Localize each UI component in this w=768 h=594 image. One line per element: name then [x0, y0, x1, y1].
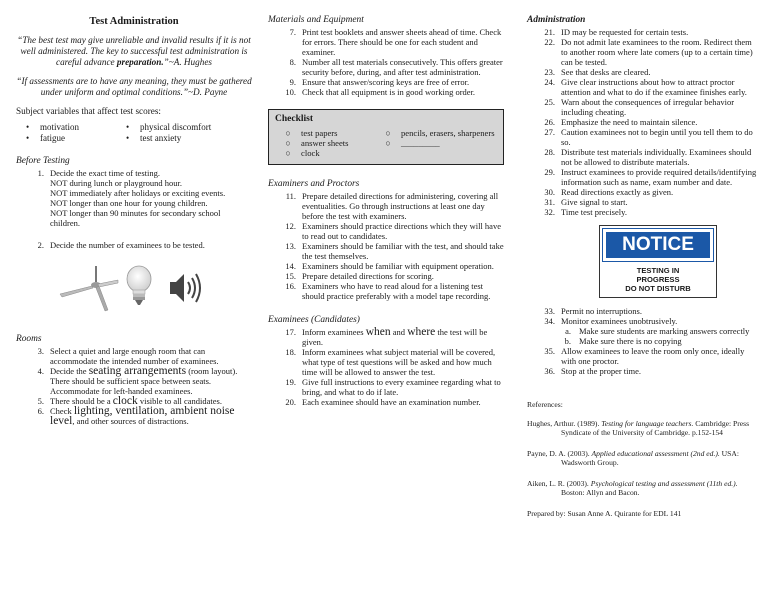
list-item: 18. Inform examinees what subject material will be covered, what type of test questions will be asked and how much time will be allowed to answer the test.	[285, 347, 496, 377]
checklist-title: Checklist	[275, 114, 313, 124]
list-item: 17. Inform examinees when and where the test will be given.	[285, 326, 488, 347]
left-column	[16, 0, 252, 594]
list-item: 7. Print test booklets and answer sheets ahead of time. Check for errors. There should be one for each student and examiner.	[289, 27, 502, 57]
examinees-heading: Examinees (Candidates)	[268, 315, 360, 325]
emphasized-text: seating arrangements	[88, 365, 187, 377]
light-bulb-icon	[124, 264, 154, 310]
list-item: 14. Examiners should be familiar with equipment operation.	[285, 261, 494, 271]
list-item: 12. Examiners should practice directions which they will have to read out to candidates.	[285, 221, 501, 241]
administration-list	[527, 27, 759, 217]
checklist-right	[375, 128, 495, 158]
checklist-item: ○ clock	[285, 148, 320, 158]
list-item: 25. Warn about the consequences of irregular behavior including cheating.	[544, 97, 735, 117]
document-title: Test Administration	[89, 16, 179, 27]
list-item: 10. Check that all equipment is in good working order.	[285, 87, 476, 97]
list-item: 29. Instruct examinees to provide required details/identifying information such as name, exam number and date.	[544, 167, 757, 187]
list-item: 4. Decide the seating arrangements (room layout). There should be sufficient space between seats. Accommodate for left-handed examinees.	[37, 365, 238, 396]
reference-entry: Aiken, L. R. (2003). Psychological testing and assessment (11th ed.). Boston: Allyn and Bacon.	[527, 479, 738, 497]
administration-heading: Administration	[527, 15, 586, 25]
list-item: 16. Examiners who have to read aloud for a listening test should practice preferably with a model tape recording.	[285, 281, 491, 301]
list-item: 2. Decide the number of examinees to be tested.	[37, 240, 205, 250]
emphasized-text: lighting, ventilation, ambient noise level	[50, 405, 235, 427]
list-item: 8. Number all test materials consecutively. This offers greater security before, during, and after test administration.	[289, 57, 503, 77]
list-item: • fatigue	[26, 133, 126, 144]
prepared-by: Prepared by: Susan Anne A. Quirante for EDL 141	[527, 509, 682, 518]
right-column	[527, 0, 759, 594]
before-testing-list	[16, 168, 252, 250]
speaker-sound-icon	[166, 268, 208, 308]
list-item: 31. Give signal to start.	[544, 197, 628, 207]
list-item: 35. Allow examinees to leave the room only once, ideally with one proctor.	[544, 346, 745, 366]
reference-entry: Hughes, Arthur. (1989). Testing for language teachers. Cambridge: Press Syndicate of the University of Cambridge. p.152-154	[527, 419, 750, 437]
list-item: 22. Do not admit late examinees to the room. Redirect them to another room where late comers (up to a certain time) can be tested.	[544, 37, 753, 67]
checklist-item: ○ _________	[385, 138, 440, 148]
examiners-heading: Examiners and Proctors	[268, 179, 360, 189]
list-item: 33. Permit no interruptions.	[544, 306, 642, 316]
list-item: 20. Each examinee should have an examination number.	[285, 397, 481, 407]
list-item: 21. ID may be requested for certain tests.	[544, 27, 689, 37]
list-item: • motivation	[26, 122, 126, 133]
list-item: 28. Distribute test materials individually. Examinees should not be allowed to distribute materials.	[544, 147, 752, 167]
references-title: References:	[527, 400, 563, 409]
list-item: 3. Select a quiet and large enough room that can accommodate the intended number of examinees.	[37, 346, 219, 366]
list-item: 24. Give clear instructions about how to attract proctor attention and what to do if the examinee finishes early.	[544, 77, 747, 97]
list-item: 1. Decide the exact time of testing. NOT during lunch or playground hour. NOT immediately after holidays or exciting events. NOT longer than one hour for young children. NOT longer than 90 minutes for secondary school children.	[37, 168, 226, 228]
list-item: 5. There should be a clock visible to all candidates.	[37, 395, 222, 407]
list-item: 30. Read directions exactly as given.	[544, 187, 674, 197]
list-item: 15. Prepare detailed directions for scoring.	[285, 271, 434, 281]
list-item: 9. Ensure that answer/scoring keys are free of error.	[289, 77, 470, 87]
checklist-item: ○ test papers	[285, 128, 338, 138]
notice-heading: NOTICE	[603, 229, 713, 261]
before-testing-heading: Before Testing	[16, 156, 70, 166]
quote-emphasis: preparation.	[116, 57, 164, 67]
list-item: 26. Emphasize the need to maintain silence.	[544, 117, 698, 127]
checklist-left	[275, 128, 375, 158]
materials-list	[268, 27, 504, 97]
distraction-icons	[16, 260, 252, 316]
emphasized-text: clock	[112, 395, 138, 407]
emphasized-text: when	[365, 326, 391, 338]
list-item: 19. Give full instructions to every examinee regarding what to bring, and what to do if late.	[285, 377, 501, 397]
subject-variables-title: Subject variables that affect test scores:	[16, 106, 161, 116]
materials-heading: Materials and Equipment	[268, 15, 364, 25]
list-item: 34. Monitor examinees unobtrusively.	[544, 316, 678, 326]
administration-list-cont	[527, 306, 759, 376]
list-item: 11. Prepare detailed directions for administering, covering all eventualities. Go through instructions at least one day before the test with examiners.	[285, 191, 499, 221]
list-item: 23. See that desks are cleared.	[544, 67, 651, 77]
list-item: 32. Time test precisely.	[544, 207, 627, 217]
examiners-list	[268, 191, 504, 301]
list-item: 6. Check lighting, ventilation, ambient noise level, and other sources of distractions.	[37, 405, 235, 427]
sub-list-item: b. Make sure there is no copying	[564, 336, 682, 346]
middle-column	[268, 0, 504, 594]
reference-entry: Payne, D. A. (2003). Applied educational assessment (2nd ed.). USA: Wadsworth Group.	[527, 449, 739, 467]
rooms-heading: Rooms	[16, 334, 42, 344]
sub-list-item: a. Make sure students are marking answers correctly	[565, 326, 750, 336]
notice-sign: NOTICE TESTING IN PROGRESS DO NOT DISTURB	[599, 225, 717, 298]
list-item: 36. Stop at the proper time.	[544, 366, 642, 376]
list-item: • test anxiety	[126, 133, 246, 144]
checklist-box	[268, 109, 504, 165]
examinees-list	[268, 327, 504, 407]
references	[527, 400, 759, 518]
list-item: 27. Caution examinees not to begin until you tell them to do so.	[544, 127, 753, 147]
list-item: 13. Examiners should be familiar with the test, and should take the test themselves.	[285, 241, 504, 261]
subject-variables-list	[26, 122, 252, 144]
rooms-list	[16, 346, 252, 426]
quote-payne: “If assessments are to have any meaning, they must be gathered under uniform and optimal conditions.”~D. Payne	[16, 76, 252, 97]
checklist-item: ○ pencils, erasers, sharpeners	[385, 128, 495, 138]
ceiling-fan-icon	[56, 264, 120, 314]
quote-hughes: “The best test may give unreliable and invalid results if it is not well administered. The key to successful test administration is careful advance preparation.”~A. Hughes	[17, 35, 251, 67]
emphasized-text: where	[407, 326, 436, 338]
checklist-item: ○ answer sheets	[285, 138, 349, 148]
list-item: • physical discomfort	[126, 122, 246, 133]
